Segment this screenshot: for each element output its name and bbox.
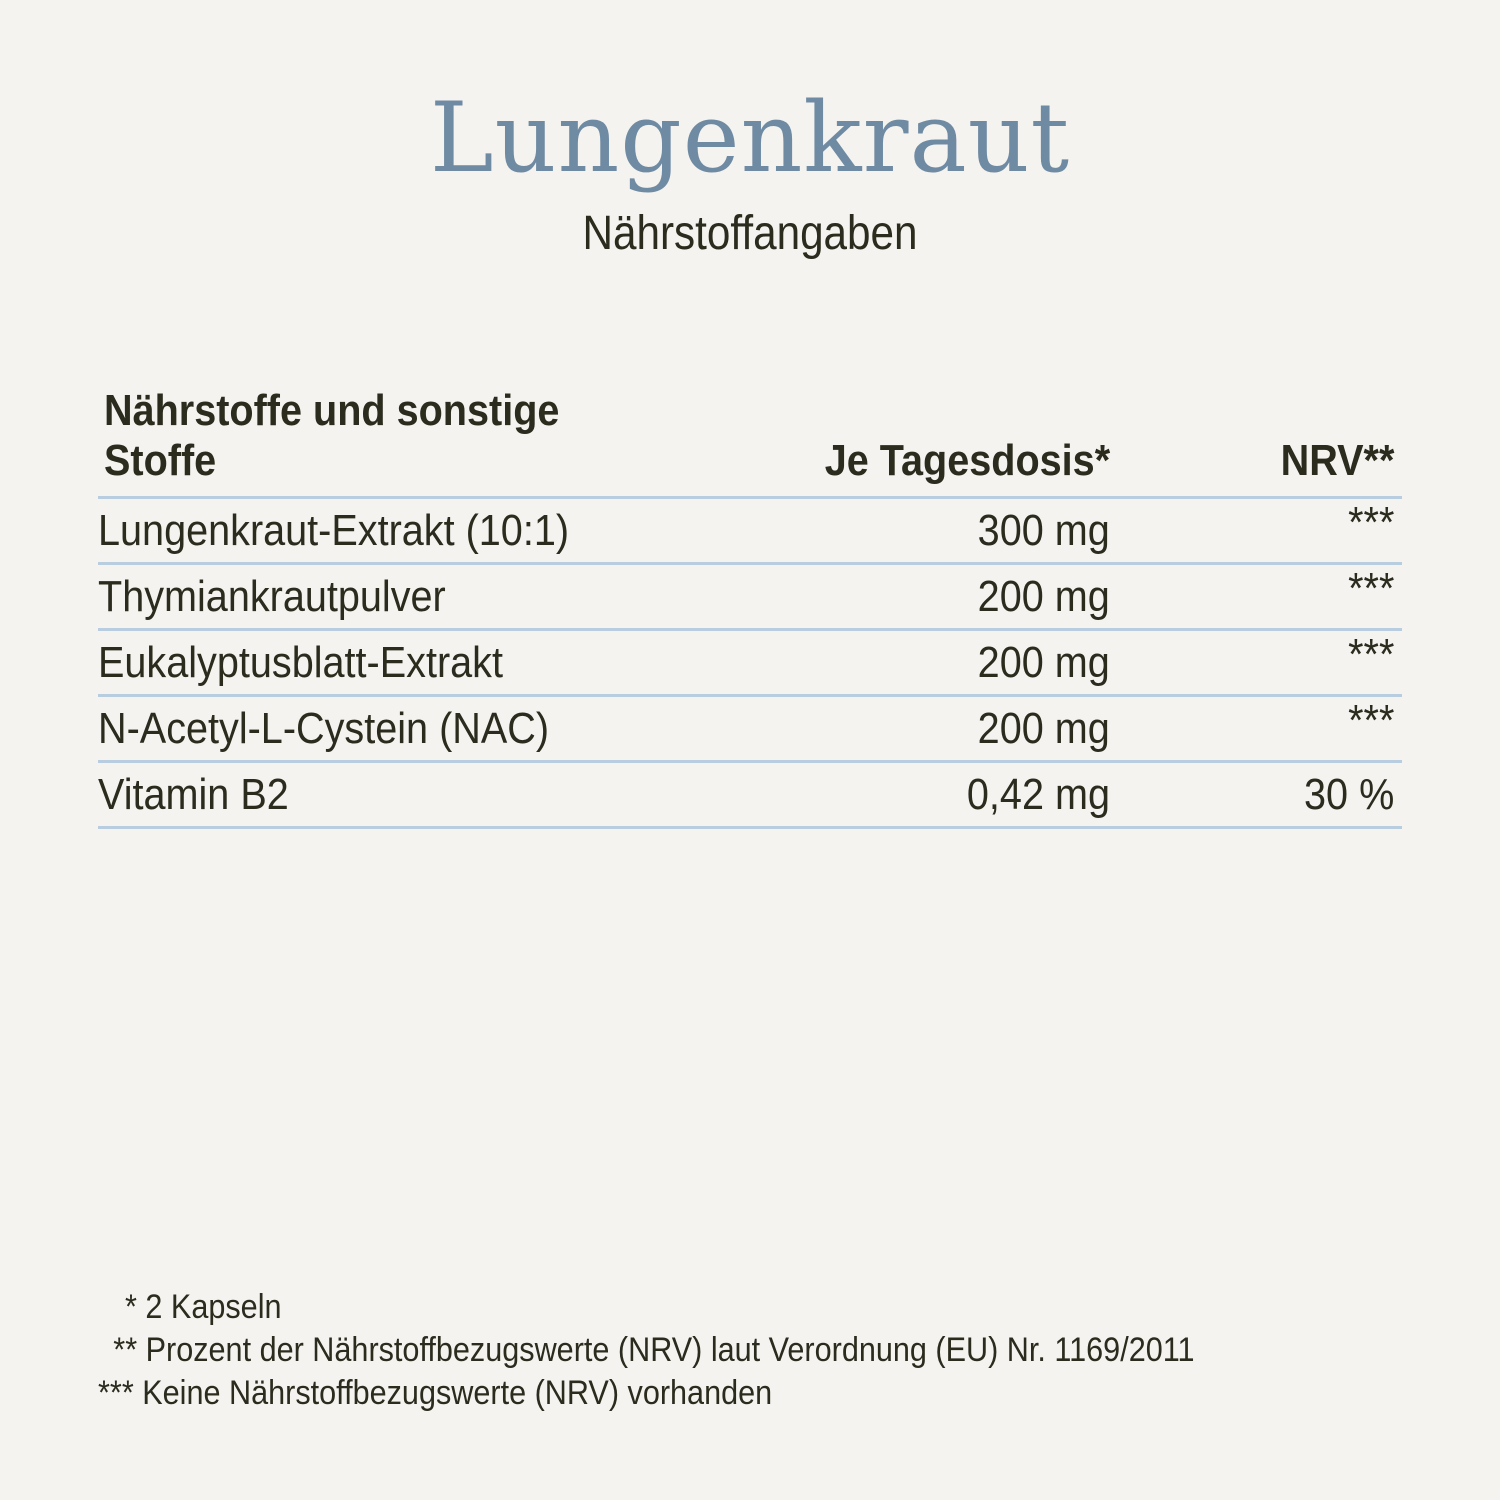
table-row bbox=[98, 763, 1402, 829]
nutrient-dose: 300 mg bbox=[977, 506, 1110, 555]
nutrient-dose: 200 mg bbox=[977, 704, 1110, 753]
nutrient-dose: 0,42 mg bbox=[966, 770, 1110, 819]
table-row bbox=[98, 631, 1402, 697]
table-header bbox=[98, 384, 1402, 499]
nutrient-nrv: *** bbox=[1347, 630, 1394, 679]
column-header-nrv: NRV** bbox=[1280, 436, 1394, 485]
table-row bbox=[98, 565, 1402, 631]
footnote-double-star: ** Prozent der Nährstoffbezugswerte (NRV) laut Verordnung (EU) Nr. 1169/2011 bbox=[113, 1331, 1195, 1369]
nutrient-dose: 200 mg bbox=[977, 638, 1110, 687]
nutrient-name: Eukalyptusblatt-Extrakt bbox=[98, 638, 503, 687]
table-row bbox=[98, 499, 1402, 565]
nutrient-nrv: *** bbox=[1347, 696, 1394, 745]
nutrient-nrv: *** bbox=[1347, 498, 1394, 547]
page-subtitle: Nährstoffangaben bbox=[582, 207, 918, 260]
nutrient-table bbox=[98, 384, 1402, 829]
nutrient-name: Vitamin B2 bbox=[98, 770, 289, 819]
table-row bbox=[98, 697, 1402, 763]
nutrient-dose: 200 mg bbox=[977, 572, 1110, 621]
nutrient-nrv: *** bbox=[1347, 564, 1394, 613]
column-header-daily-dose: Je Tagesdosis* bbox=[824, 436, 1110, 485]
footnote-single-star: * 2 Kapseln bbox=[125, 1288, 282, 1326]
nutrient-name: Lungenkraut-Extrakt (10:1) bbox=[98, 506, 570, 555]
column-header-nutrients: Nährstoffe und sonstige Stoffe bbox=[104, 386, 560, 485]
footnote-triple-star: *** Keine Nährstoffbezugswerte (NRV) vorhanden bbox=[98, 1374, 773, 1412]
nutrient-name: Thymiankrautpulver bbox=[98, 572, 446, 621]
nutrient-name: N-Acetyl-L-Cystein (NAC) bbox=[98, 704, 550, 753]
nutrient-nrv: 30 % bbox=[1303, 770, 1394, 819]
page-title: Lungenkraut bbox=[429, 82, 1071, 194]
footnotes bbox=[98, 1286, 1418, 1415]
